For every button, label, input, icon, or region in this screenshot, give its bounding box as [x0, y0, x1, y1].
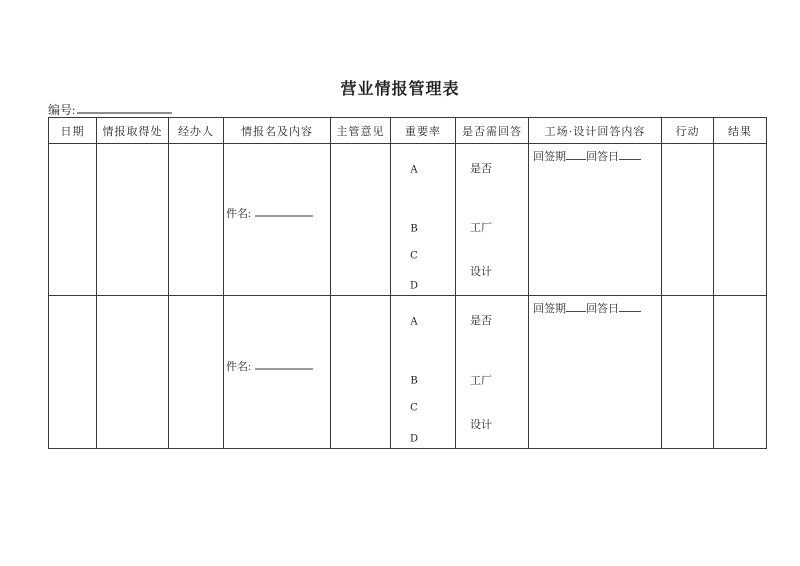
- cell-result: [714, 296, 767, 449]
- reply-date-blank: [619, 150, 641, 160]
- answer-option-design: 设计: [470, 418, 492, 431]
- importance-option-d: D: [409, 280, 419, 292]
- cell-date: [49, 144, 97, 296]
- header-handler: 经办人: [169, 118, 224, 144]
- item-name-label: 件名:: [226, 360, 252, 373]
- document-number-label: 编号:: [48, 103, 76, 117]
- reply-date-blank: [619, 302, 641, 312]
- cell-importance: [391, 296, 456, 449]
- cell-action: [662, 144, 714, 296]
- item-name-line: [226, 358, 313, 374]
- reply-sign-label: 回签期: [533, 303, 566, 315]
- item-name-label: 件名:: [226, 208, 252, 221]
- cell-supervisor-opinion: [331, 144, 391, 296]
- importance-option-d: D: [409, 433, 419, 445]
- header-date: 日期: [49, 118, 97, 144]
- cell-result: [714, 144, 767, 296]
- table-row: [49, 296, 767, 449]
- answer-option-factory: 工厂: [470, 222, 492, 235]
- answer-option-yes-no: 是否: [470, 163, 492, 176]
- item-name-blank: [255, 206, 313, 217]
- info-management-table: [48, 117, 767, 449]
- cell-source: [97, 144, 169, 296]
- header-importance-rate: 重要率: [391, 118, 456, 144]
- reply-date-label: 回答日: [586, 303, 619, 315]
- page-title: 营业情报管理表: [340, 81, 460, 98]
- cell-answer-needed: [456, 144, 529, 296]
- cell-supervisor-opinion: [331, 296, 391, 449]
- document-number-line: [48, 101, 172, 118]
- answer-option-design: 设计: [470, 265, 492, 278]
- reply-sign-label: 回签期: [533, 151, 566, 163]
- answer-option-yes-no: 是否: [470, 315, 492, 328]
- importance-option-a: A: [410, 316, 418, 328]
- header-result: 结果: [714, 118, 767, 144]
- reply-sign-blank: [566, 302, 586, 312]
- reply-line: [533, 300, 641, 316]
- header-action: 行动: [662, 118, 714, 144]
- reply-line: [533, 148, 641, 164]
- header-answer-needed: 是否需回答: [456, 118, 529, 144]
- cell-handler: [169, 144, 224, 296]
- cell-answer-needed: [456, 296, 529, 449]
- cell-action: [662, 296, 714, 449]
- cell-item-name: [224, 296, 331, 449]
- cell-date: [49, 296, 97, 449]
- item-name-line: [226, 205, 313, 221]
- header-info-name-content: 情报名及内容: [224, 118, 331, 144]
- importance-option-c: C: [410, 250, 418, 262]
- importance-option-b: B: [410, 375, 418, 387]
- header-reply-content: 工场·设计回答内容: [529, 118, 662, 144]
- table-row: [49, 144, 767, 296]
- item-name-blank: [255, 359, 313, 370]
- cell-reply-content: [529, 144, 662, 296]
- header-supervisor-opinion: 主管意见: [331, 118, 391, 144]
- importance-option-b: B: [410, 223, 418, 235]
- cell-source: [97, 296, 169, 449]
- reply-date-label: 回答日: [586, 151, 619, 163]
- importance-option-a: A: [410, 164, 418, 176]
- cell-importance: [391, 144, 456, 296]
- reply-sign-blank: [566, 150, 586, 160]
- document-number-blank: [77, 103, 172, 114]
- cell-item-name: [224, 144, 331, 296]
- cell-handler: [169, 296, 224, 449]
- importance-option-c: C: [410, 402, 418, 414]
- answer-option-factory: 工厂: [470, 374, 492, 387]
- cell-reply-content: [529, 296, 662, 449]
- header-row: [49, 118, 767, 144]
- header-source: 情报取得处: [97, 118, 169, 144]
